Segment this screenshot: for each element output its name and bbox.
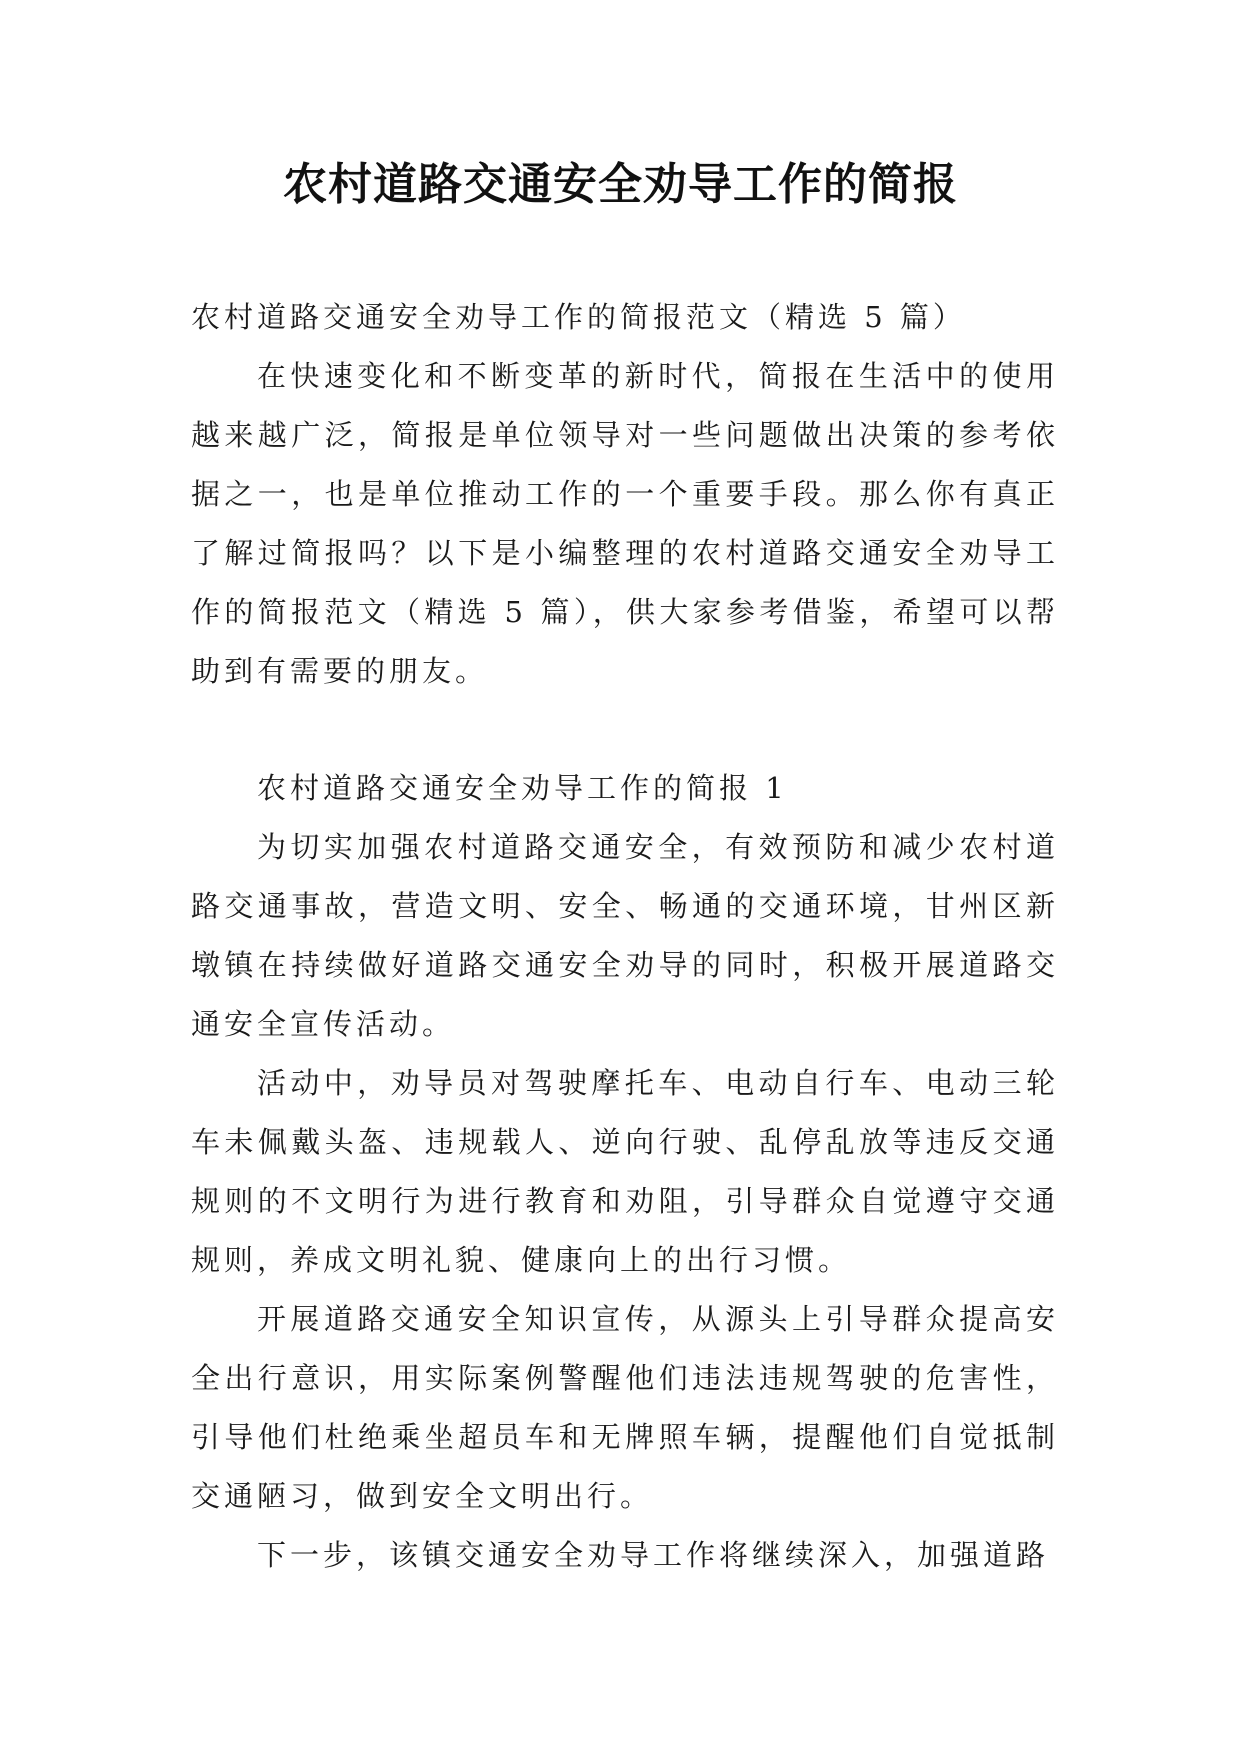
document-subtitle: 农村道路交通安全劝导工作的简报范文（精选 5 篇） [191, 300, 966, 334]
body-paragraph: 开展道路交通安全知识宣传，从源头上引导群众提高安全出行意识，用实际案例警醒他们违法违规驾驶的危害性，引导他们杜绝乘坐超员车和无牌照车辆，提醒他们自觉抵制交通陋习，做到安全文明出行。 [191, 1302, 1059, 1513]
document-body [191, 288, 1059, 1585]
document-title: 农村道路交通安全劝导工作的简报 [283, 159, 958, 210]
body-paragraph: 下一步，该镇交通安全劝导工作将继续深入，加强道路 [257, 1538, 1050, 1572]
body-paragraph: 为切实加强农村道路交通安全，有效预防和减少农村道路交通事故，营造文明、安全、畅通的交通环境，甘州区新墩镇在持续做好道路交通安全劝导的同时，积极开展道路交通安全宣传活动。 [191, 830, 1059, 1041]
body-paragraph: 活动中，劝导员对驾驶摩托车、电动自行车、电动三轮车未佩戴头盔、违规载人、逆向行驶、乱停乱放等违反交通规则的不文明行为进行教育和劝阻，引导群众自觉遵守交通规则，养成文明礼貌、健康向上的出行习惯。 [191, 1066, 1059, 1277]
intro-paragraph: 在快速变化和不断变革的新时代，简报在生活中的使用越来越广泛，简报是单位领导对一些问题做出决策的参考依据之一，也是单位推动工作的一个重要手段。那么你有真正了解过简报吗？以下是小编整理的农村道路交通安全劝导工作的简报范文（精选 5 篇），供大家参考借鉴，希望可以帮助到有需要的朋友。 [191, 359, 1059, 688]
section-heading: 农村道路交通安全劝导工作的简报 1 [257, 771, 788, 805]
